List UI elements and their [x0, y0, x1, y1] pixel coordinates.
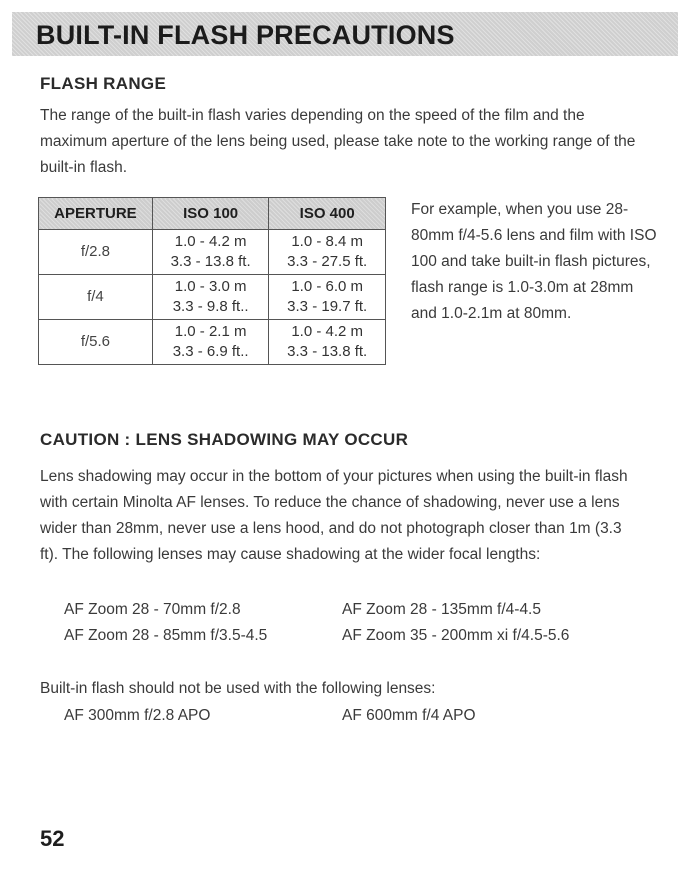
range-metric: 1.0 - 8.4 m — [291, 233, 364, 250]
range-metric: 1.0 - 2.1 m — [174, 323, 247, 340]
table-row — [39, 320, 386, 365]
iso100-cell — [152, 320, 269, 365]
not-used-lens-item: AF 600mm f/4 APO — [342, 707, 476, 724]
flash-range-example: For example, when you use 28-80mm f/4-5.6 lens and film with ISO 100 and take built-in flash pictures, flash range is 1.0-3.0m at 28mm and 1.0-2.1m at 80mm. — [411, 201, 657, 322]
table-header-row — [39, 198, 386, 230]
shadow-lens-item: AF Zoom 35 - 200mm xi f/4.5-5.6 — [342, 627, 570, 644]
not-used-lens-item: AF 300mm f/2.8 APO — [64, 707, 211, 724]
range-feet: 3.3 - 13.8 ft. — [287, 343, 368, 360]
range-metric: 1.0 - 3.0 m — [174, 278, 247, 295]
not-used-intro: Built-in flash should not be used with the following lenses: — [40, 680, 436, 697]
iso400-cell — [269, 230, 386, 275]
range-feet: 3.3 - 19.7 ft. — [287, 298, 368, 315]
page-number: 52 — [40, 826, 65, 851]
header-iso100: ISO 100 — [152, 198, 269, 230]
iso400-cell — [269, 320, 386, 365]
range-feet: 3.3 - 13.8 ft. — [170, 253, 251, 270]
shadow-lens-item: AF Zoom 28 - 70mm f/2.8 — [64, 601, 241, 618]
range-metric: 1.0 - 4.2 m — [291, 323, 364, 340]
aperture-cell: f/2.8 — [39, 230, 153, 275]
header-iso400: ISO 400 — [269, 198, 386, 230]
range-feet: 3.3 - 27.5 ft. — [287, 253, 368, 270]
range-metric: 1.0 - 6.0 m — [291, 278, 364, 295]
range-feet: 3.3 - 9.8 ft.. — [172, 298, 249, 315]
page-title: BUILT-IN FLASH PRECAUTIONS — [36, 20, 455, 50]
flash-range-intro: The range of the built-in flash varies depending on the speed of the film and the maximum aperture of the lens being used, please take note to the working range of the built-in flash. — [40, 107, 636, 176]
caution-body: Lens shadowing may occur in the bottom of your pictures when using the built-in flash with certain Minolta AF lenses. To reduce the chance of shadowing, never use a lens wider than 28mm, never use a lens hood, and do not photograph closer than 1m (3.3 ft). The following lenses may cause shadowing at the wider focal lengths: — [40, 468, 628, 563]
flash-range-table-wrap — [38, 197, 386, 365]
caution-heading: CAUTION : LENS SHADOWING MAY OCCUR — [40, 430, 409, 449]
table-row — [39, 230, 386, 275]
aperture-cell: f/5.6 — [39, 320, 153, 365]
aperture-cell: f/4 — [39, 275, 153, 320]
range-feet: 3.3 - 6.9 ft.. — [172, 343, 249, 360]
iso100-cell — [152, 230, 269, 275]
flash-range-table — [38, 197, 386, 365]
table-row — [39, 275, 386, 320]
shadow-lens-item: AF Zoom 28 - 135mm f/4-4.5 — [342, 601, 541, 618]
range-metric: 1.0 - 4.2 m — [174, 233, 247, 250]
header-aperture: APERTURE — [39, 198, 153, 230]
flash-range-heading: FLASH RANGE — [40, 74, 167, 93]
iso100-cell — [152, 275, 269, 320]
shadow-lens-item: AF Zoom 28 - 85mm f/3.5-4.5 — [64, 627, 268, 644]
iso400-cell — [269, 275, 386, 320]
